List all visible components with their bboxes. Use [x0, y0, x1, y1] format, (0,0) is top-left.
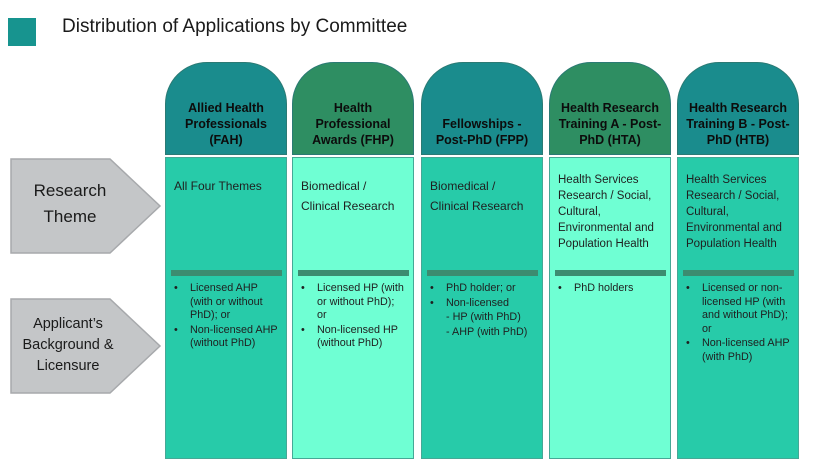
- background-item: [430, 297, 542, 311]
- committee-title: Health Professional Awards (FHP): [312, 101, 394, 147]
- committee-header: [677, 62, 799, 155]
- section-divider: [171, 270, 282, 276]
- bullet-icon: •: [558, 282, 562, 294]
- committee-body: [292, 157, 414, 459]
- background-list: [558, 282, 670, 297]
- background-text: Licensed or non- licensed HP (with and without PhD); or: [702, 282, 788, 335]
- applicant-background-label: Applicant’s Background & Licensure: [22, 316, 114, 374]
- title-color-square: [8, 18, 36, 46]
- committee-header: [292, 62, 414, 155]
- background-text: - AHP (with PhD): [446, 325, 528, 338]
- background-item: [174, 324, 286, 351]
- background-item: [301, 324, 413, 351]
- bullet-icon: •: [301, 323, 305, 336]
- committee-title: Fellowships - Post-PhD (FPP): [435, 117, 529, 147]
- background-item: [430, 326, 542, 340]
- section-divider: [298, 270, 409, 276]
- background-item: [430, 282, 542, 296]
- bullet-icon: •: [301, 282, 305, 294]
- background-text: Non-licensed AHP (with PhD): [702, 337, 790, 363]
- background-text: Licensed HP (with or without PhD); or: [317, 282, 404, 321]
- background-item: [174, 282, 286, 323]
- background-text: PhD holders: [574, 282, 634, 294]
- bullet-icon: •: [686, 337, 690, 349]
- committee-header: [549, 62, 671, 155]
- committee-body: [677, 157, 799, 459]
- bullet-icon: •: [174, 282, 178, 294]
- background-item: [558, 282, 670, 296]
- background-text: - HP (with PhD): [446, 311, 521, 323]
- committee-title: Health Research Training A - Post- PhD (HTA): [558, 101, 662, 147]
- section-divider: [683, 270, 794, 276]
- bullet-icon: •: [430, 282, 434, 294]
- committee-title: Allied Health Professionals (FAH): [185, 101, 267, 147]
- bullet-icon: •: [686, 282, 690, 294]
- background-item: [686, 337, 798, 364]
- background-text: Non-licensed: [446, 296, 510, 309]
- research-theme-text: Health Services Research / Social, Cultural, Environmental and Population Health: [558, 174, 654, 250]
- background-item: [686, 282, 798, 336]
- section-divider: [427, 270, 538, 276]
- background-text: PhD holder; or: [446, 282, 516, 294]
- background-list: [686, 282, 798, 365]
- research-theme-text: Biomedical / Clinical Research: [301, 179, 395, 213]
- committee-header: [165, 62, 287, 155]
- research-theme-text: Biomedical / Clinical Research: [430, 179, 524, 213]
- committee-body: [421, 157, 543, 459]
- background-list: [430, 282, 542, 340]
- background-text: Licensed AHP (with or without PhD); or: [190, 282, 263, 321]
- background-text: Non-licensed AHP (without PhD): [190, 323, 278, 349]
- bullet-icon: •: [174, 323, 178, 336]
- applicant-background-arrow: [0, 298, 162, 394]
- research-theme-arrow: [0, 158, 162, 254]
- background-list: [174, 282, 286, 352]
- background-text: Non-licensed HP (without PhD): [317, 323, 399, 349]
- page-title: Distribution of Applications by Committee: [62, 16, 408, 37]
- committee-header: [421, 62, 543, 155]
- research-theme-label: Research Theme: [33, 181, 107, 226]
- bullet-icon: [430, 326, 446, 340]
- background-list: [301, 282, 413, 352]
- committee-body: [165, 157, 287, 459]
- bullet-icon: •: [430, 296, 434, 309]
- bullet-icon: [430, 311, 446, 325]
- research-theme-text: All Four Themes: [174, 179, 262, 193]
- committee-body: [549, 157, 671, 459]
- background-item: [301, 282, 413, 323]
- research-theme-text: Health Services Research / Social, Cultural, Environmental and Population Health: [686, 174, 782, 250]
- section-divider: [555, 270, 666, 276]
- committee-title: Health Research Training B - Post- PhD (HTB): [686, 101, 790, 147]
- background-item: [430, 311, 542, 325]
